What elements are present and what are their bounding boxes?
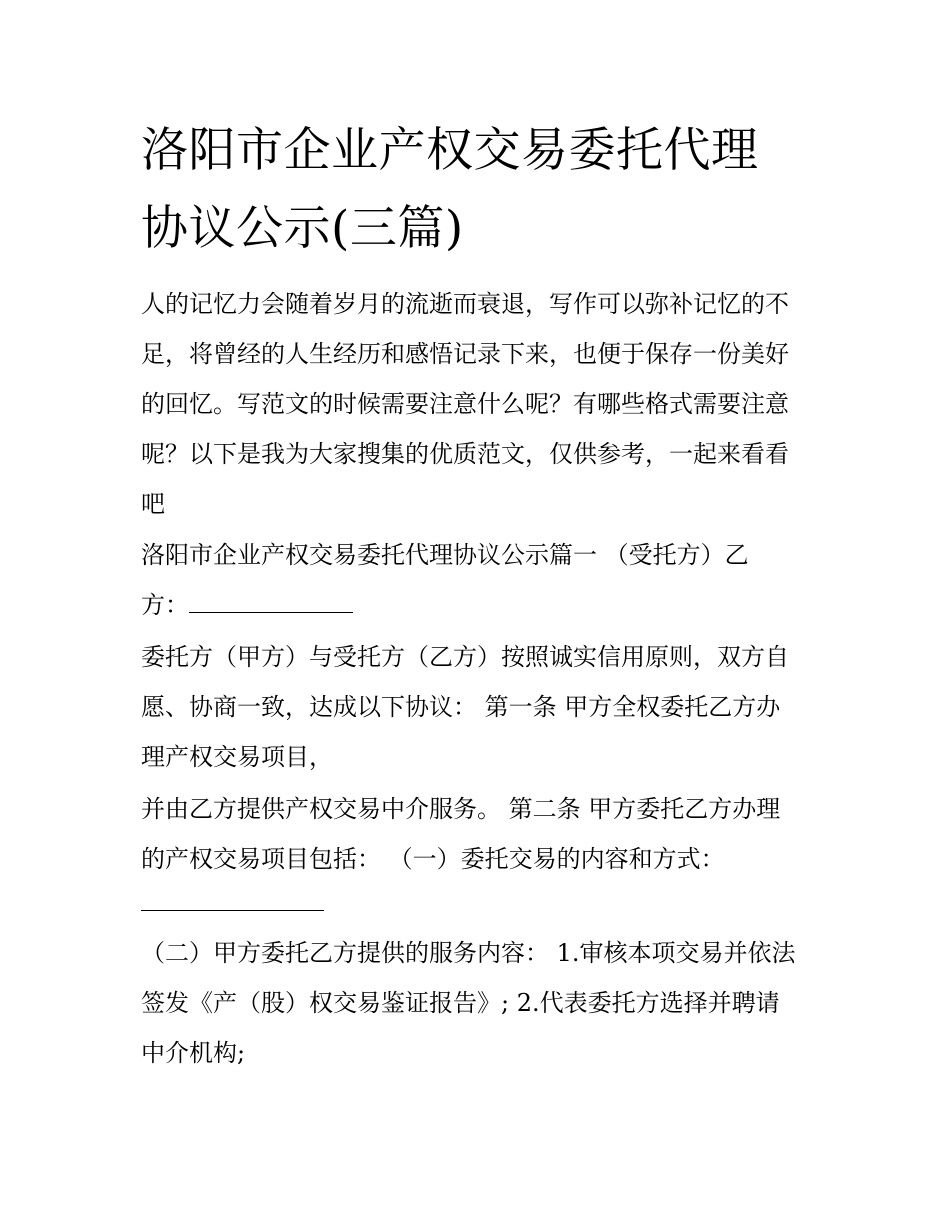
intro-line: 吧 [141,490,165,518]
document-title [141,112,759,268]
party-b-label: 方： [141,591,189,619]
parties-paragraph [141,632,813,782]
intro-line: 人的记忆力会随着岁月的流逝而衰退，写作可以弥补记忆的不 [141,290,789,318]
scope-paragraph [141,784,813,884]
title-line: 洛阳市企业产权交易委托代理 [141,123,759,178]
intro-line: 足，将曾经的人生经历和感悟记录下来，也便于保存一份美好 [141,340,789,368]
services-line: 中介机构; [141,1039,246,1067]
party-b-blank [189,612,353,613]
intro-line: 呢？以下是我为大家搜集的优质范文，仅供参考，一起来看看 [141,440,789,468]
services-paragraph [141,928,813,1078]
services-line: 签发《产（股）权交易鉴证报告》; 2.代表委托方选择并聘请 [141,989,780,1017]
party-b-line [141,580,813,630]
parties-line: 理产权交易项目， [141,743,333,771]
services-line: （二）甲方委托乙方提供的服务内容： 1.审核本项交易并依法 [141,939,796,967]
section-heading-paragraph [141,530,813,630]
parties-line: 愿、协商一致，达成以下协议： 第一条 甲方全权委托乙方办 [141,693,781,721]
title-line: 协议公示(三篇) [141,201,464,256]
section-heading-line: 洛阳市企业产权交易委托代理协议公示篇一 （受托方）乙 [141,541,749,569]
parties-line: 委托方（甲方）与受托方（乙方）按照诚实信用原则，双方自 [141,643,789,671]
scope-line: 的产权交易项目包括： （一）委托交易的内容和方式： [141,845,725,873]
content-blank-line [141,910,324,911]
intro-line: 的回忆。写范文的时候需要注意什么呢？有哪些格式需要注意 [141,390,789,418]
scope-line: 并由乙方提供产权交易中介服务。 第二条 甲方委托乙方办理 [141,795,781,823]
intro-paragraph [141,279,813,529]
